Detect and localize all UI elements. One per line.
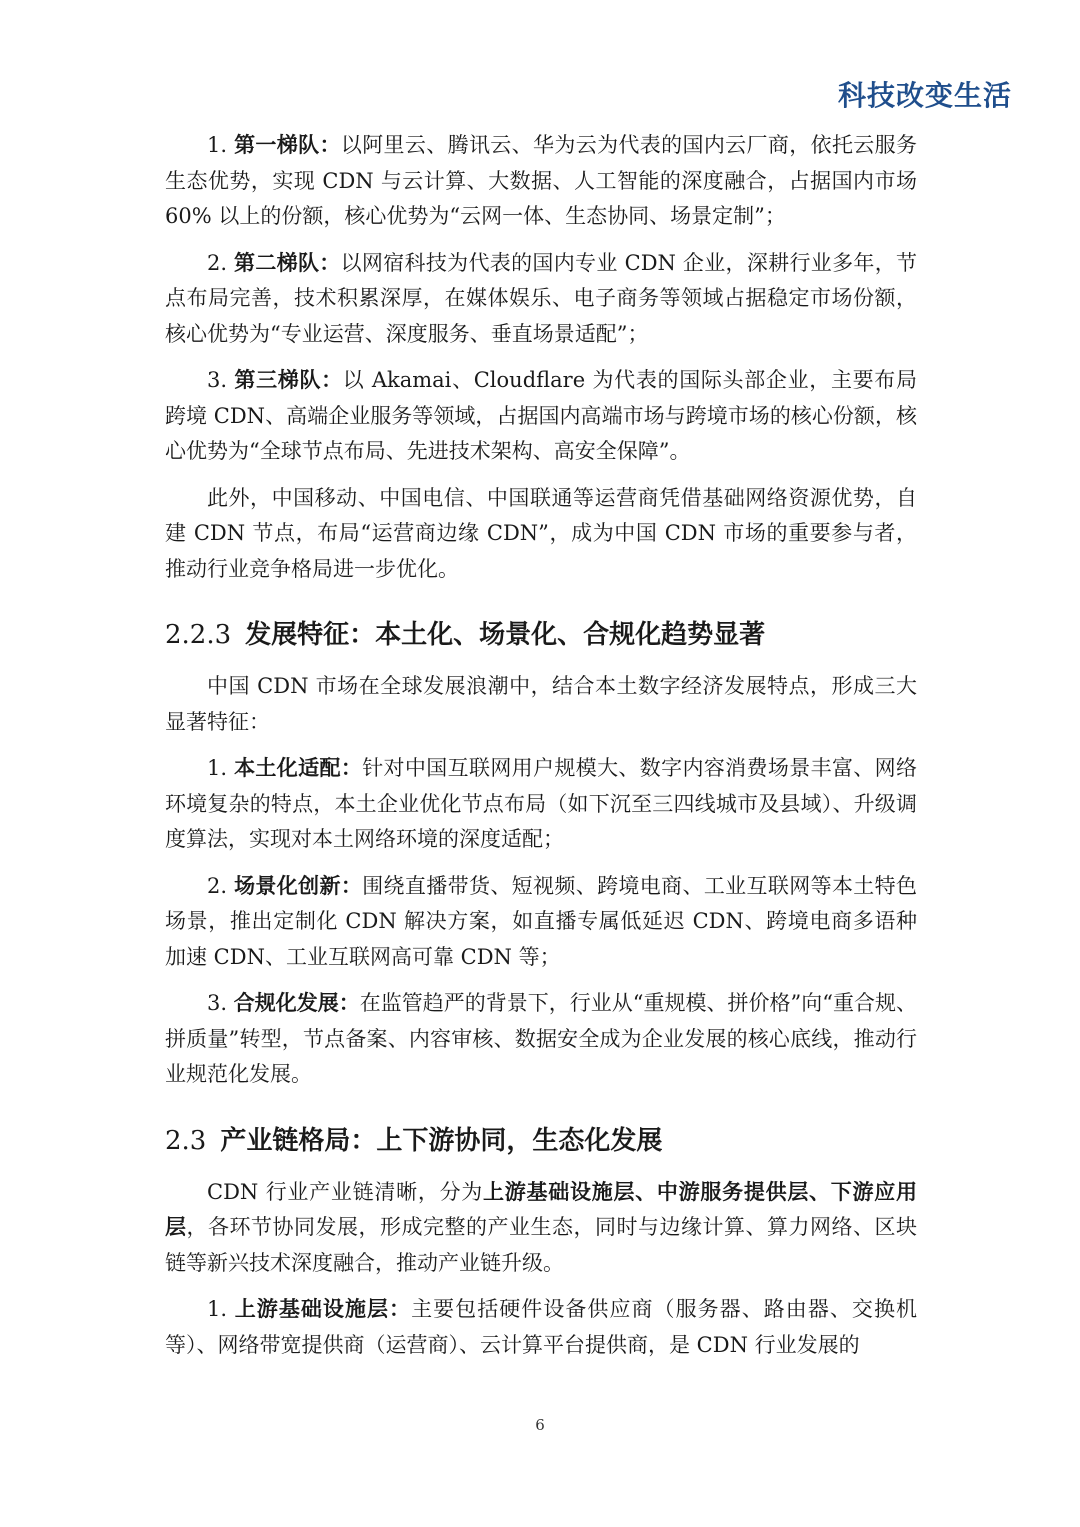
section-2-3-intro [165, 1175, 917, 1282]
feature-3-paragraph [165, 986, 917, 1093]
tier-1-paragraph [165, 128, 917, 235]
upstream-paragraph [165, 1292, 917, 1363]
tier-1-title: 第一梯队： [234, 133, 341, 157]
document-body [165, 128, 917, 1374]
tier-1-text: 以阿里云、腾讯云、华为云为代表的国内云厂商，依托云服务生态优势，实现 CDN 与云计算、大数据、人工智能的深度融合，占据国内市场 60% 以上的份额，核心优势为“云网一体、生态协同、场景定制”； [165, 133, 917, 228]
feature-3-text: 在监管趋严的背景下，行业从“重规模、拼价格”向“重合规、拼质量”转型，节点备案、内容审核、数据安全成为企业发展的核心底线，推动行业规范化发展。 [165, 991, 917, 1086]
tier-2-paragraph [165, 246, 917, 353]
feature-2-title: 场景化创新： [234, 873, 363, 898]
section-2-2-3-intro: 中国 CDN 市场在全球发展浪潮中，结合本土数字经济发展特点，形成三大显著特征： [165, 674, 917, 734]
section-title: 产业链格局：上下游协同，生态化发展 [220, 1125, 663, 1156]
tiers-note-paragraph: 此外，中国移动、中国电信、中国联通等运营商凭借基础网络资源优势，自建 CDN 节点，布局“运营商边缘 CDN”，成为中国 CDN 市场的重要参与者，推动行业竞争格局进一步优化。 [165, 485, 917, 581]
tier-2-text: 以网宿科技为代表的国内专业 CDN 企业，深耕行业多年，节点布局完善，技术积累深厚，在媒体娱乐、电子商务等领域占据稳定市场份额，核心优势为“专业运营、深度服务、垂直场景适配”； [165, 250, 917, 346]
section-title: 发展特征：本土化、场景化、合规化趋势显著 [245, 620, 766, 650]
feature-1-text: 针对中国互联网用户规模大、数字内容消费场景丰富、网络环境复杂的特点，本土企业优化节点布局（如下沉至三四线城市及县域）、升级调度算法，实现对本土网络环境的深度适配； [165, 756, 918, 851]
section-number: 2.3 [165, 1125, 207, 1156]
upstream-title: 上游基础设施层： [234, 1297, 412, 1321]
list-number: 2. [207, 250, 228, 275]
intro-bold: 上游基础设施层、中游服务提供层、下游应用层 [165, 1179, 917, 1239]
feature-1-paragraph [165, 751, 917, 858]
header-brand: 科技改变生活 [837, 79, 1012, 112]
list-number: 3. [207, 991, 228, 1015]
list-number: 1. [207, 133, 228, 157]
tier-3-title: 第三梯队： [234, 368, 343, 392]
feature-2-text: 围绕直播带货、短视频、跨境电商、工业互联网等本土特色场景，推出定制化 CDN 解决方案，如直播专属低延迟 CDN、跨境电商多语种加速 CDN、工业互联网高可靠 CDN 等； [165, 873, 918, 969]
page-number: 6 [535, 1416, 545, 1434]
intro-pre: CDN 行业产业链清晰，分为 [207, 1179, 484, 1204]
list-number: 1. [207, 1297, 228, 1321]
list-number: 1. [207, 756, 228, 780]
tier-3-text: 以 Akamai、Cloudflare 为代表的国际头部企业，主要布局跨境 CDN、高端企业服务等领域，占据国内高端市场与跨境市场的核心份额，核心优势为“全球节点布局、先进技术架构、高安全保障”。 [165, 368, 917, 463]
section-2-2-3-heading [165, 615, 917, 655]
list-number: 3. [207, 368, 228, 392]
feature-1-title: 本土化适配： [234, 756, 363, 780]
intro-post: ，各环节协同发展，形成完整的产业生态，同时与边缘计算、算力网络、区块链等新兴技术深度融合，推动产业链升级。 [165, 1215, 917, 1275]
list-number: 2. [207, 873, 228, 898]
tier-2-title: 第二梯队： [234, 250, 341, 275]
section-number: 2.2.3 [165, 620, 232, 650]
feature-3-title: 合规化发展： [233, 991, 360, 1015]
section-2-3-heading [165, 1121, 917, 1161]
upstream-text: 主要包括硬件设备供应商（服务器、路由器、交换机等）、网络带宽提供商（运营商）、云计算平台提供商，是 CDN 行业发展的 [165, 1297, 917, 1357]
tier-3-paragraph [165, 363, 917, 470]
feature-2-paragraph [165, 869, 917, 976]
